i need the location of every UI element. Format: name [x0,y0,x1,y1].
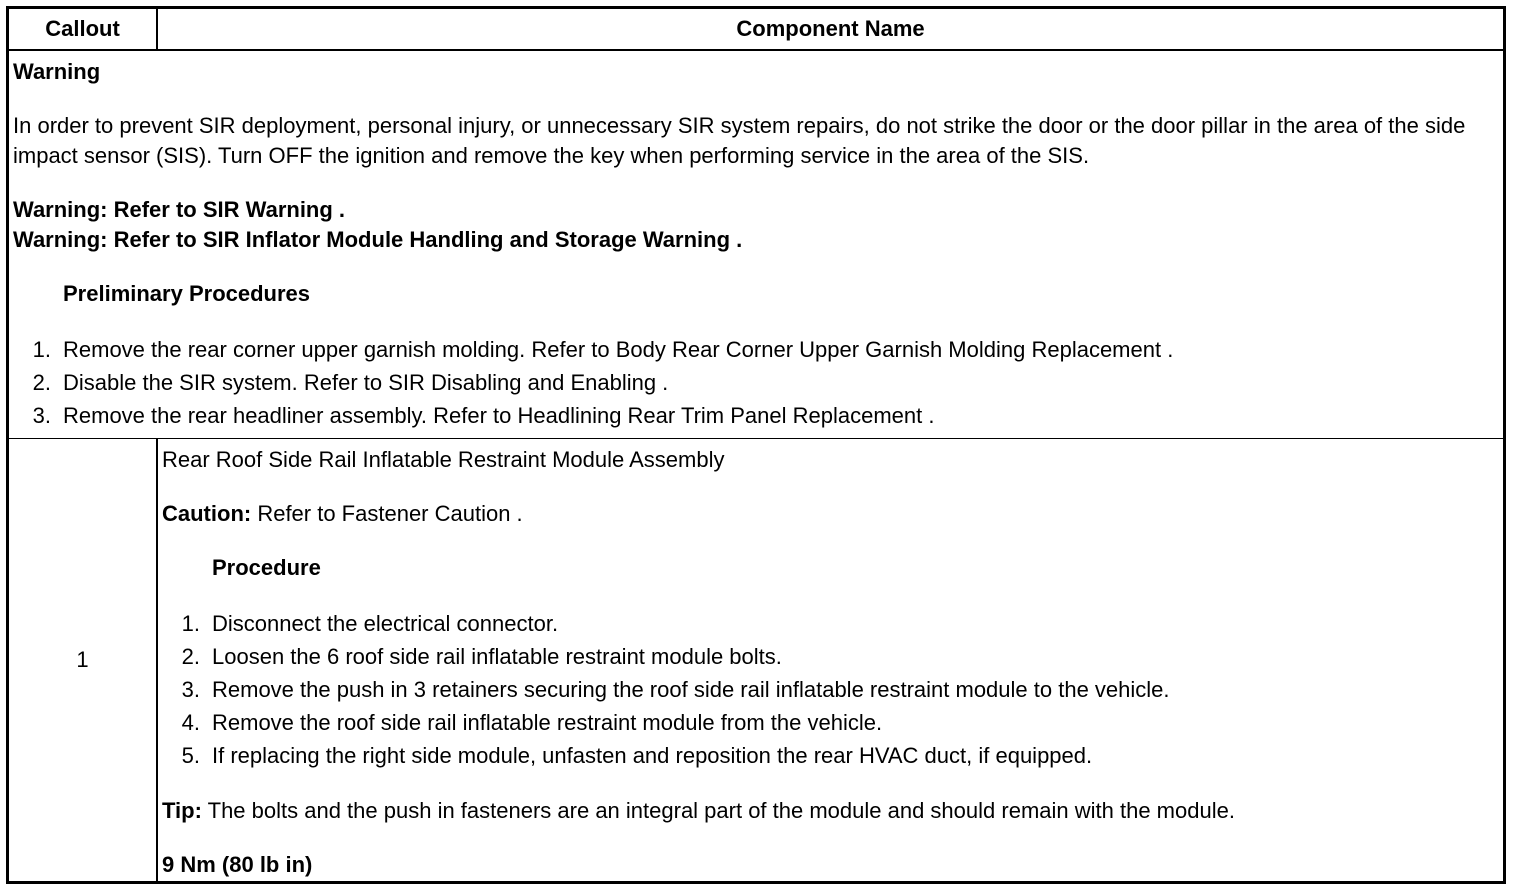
step-number: 2. [32,370,51,395]
step-number: 2. [181,644,200,669]
step-number: 1. [32,337,51,362]
intro-section [9,51,1503,439]
prelim-steps [13,333,1503,432]
list-item [13,333,1503,366]
list-item [13,399,1503,432]
step-text: Loosen the 6 roof side rail inflatable restraint module bolts. [212,644,782,669]
list-item [162,706,1503,739]
procedure-title: Procedure [212,555,321,580]
warning-ref-sir: Warning: Refer to SIR Warning . [13,197,346,222]
component-cell [158,439,1503,881]
list-item [162,673,1503,706]
step-text: Remove the rear headliner assembly. Refer to Headlining Rear Trim Panel Replacement . [63,403,935,428]
list-item [13,366,1503,399]
step-text: Remove the roof side rail inflatable restraint module from the vehicle. [212,710,883,735]
step-text: If replacing the right side module, unfasten and reposition the rear HVAC duct, if equipped. [212,743,1093,768]
tip-text: The bolts and the push in fasteners are an integral part of the module and should remain with the module. [201,798,1235,823]
table-header [9,9,1503,51]
step-text: Remove the rear corner upper garnish molding. Refer to Body Rear Corner Upper Garnish Molding Replacement . [63,337,1174,362]
step-text: Remove the push in 3 retainers securing the roof side rail inflatable restraint module to the vehicle. [212,677,1170,702]
tip-note [162,796,1503,826]
tip-label: Tip: [162,798,202,823]
warning-title: Warning [13,59,101,84]
procedure-steps [162,607,1503,772]
step-number: 4. [181,710,200,735]
list-item [162,640,1503,673]
header-component-name: Component Name [156,9,1503,49]
step-number: 3. [32,403,51,428]
callout-number: 1 [9,439,158,881]
caution-label: Caution: [162,501,252,526]
caution-text: Refer to Fastener Caution . [251,501,523,526]
component-name: Rear Roof Side Rail Inflatable Restraint Module Assembly [162,447,725,472]
warning-text: In order to prevent SIR deployment, personal injury, or unnecessary SIR system repairs, do not strike the door or the door pillar in the area of the side impact sensor (SIS). Turn OFF the ignition and remove the key when performing service in the area of the SIS. [13,113,1466,168]
warning-ref-inflator: Warning: Refer to SIR Inflator Module Handling and Storage Warning . [13,227,743,252]
caution-note [162,499,1503,529]
step-number: 3. [181,677,200,702]
header-callout: Callout [45,16,120,41]
step-number: 5. [181,743,200,768]
table-row [9,439,1503,881]
step-text: Disable the SIR system. Refer to SIR Disabling and Enabling . [63,370,669,395]
step-number: 1. [181,611,200,636]
list-item [162,607,1503,640]
torque-spec: 9 Nm (80 lb in) [162,852,313,877]
list-item [162,739,1503,772]
prelim-title: Preliminary Procedures [63,281,311,306]
step-text: Disconnect the electrical connector. [212,611,559,636]
procedure-table [6,6,1506,884]
